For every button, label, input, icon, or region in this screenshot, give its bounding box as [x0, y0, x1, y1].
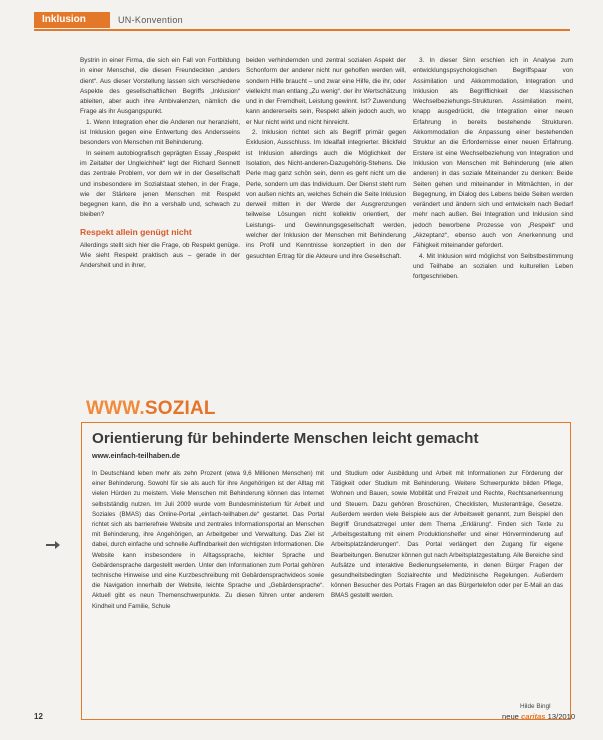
box-author: Hilde Bingl: [520, 703, 551, 710]
article-column-1: [80, 56, 240, 272]
magazine-footer: [502, 712, 575, 721]
magazine-name-a: neue: [502, 712, 519, 721]
paragraph: 1. Wenn Integration eher die Anderen nur heranzieht, ist Inklusion gegen eine Entwertung des Andersseins besonders von Menschen mit Behinderung.: [80, 118, 240, 147]
box-column-2: und Studium oder Ausbildung und Arbeit mit Informationen zur Förderung der Tätigkeit oder Studium mit Behinderung. Weitere Schwerpunkte bilden Pflege, Wohnen und Bauen, sowie Mobilität und Freizeit und Rechte, Rechtsanerkennung und Steuern. Dazu gehören Broschüren, Checklisten, Musteranträge, Gesetze. Außerdem werden viele Beispiele aus der Arbeitswelt genannt, zum Beispiel den Begriff Grundsatzregel unter dem Thema „Erklärung“. Finden sich Texte zu „Arbeitsgestaltung mit einem Produktionshelfer und einer Hörverminderung auf Arbeitsplatzänderungen“. Das Portal verlängert den Zugang für eigene Bearbeitungen. Benutzer können gut nach Arbeitsplatzgestaltung. Alle Bereiche sind Aufsätze und interaktive Bedienungselemente, in denen Bürger Fragen der gesundheitsbedingten Sozialrechte und Medizinische Regelungen. Außerdem können Besucher des Portals Fragen an das Bürgertelefon oder per E-Mail an das BMAS gestellt werden.: [331, 470, 563, 600]
subheading: Respekt allein genügt nicht: [80, 226, 192, 237]
brand-prefix: WWW.: [86, 398, 145, 419]
paragraph: 3. In dieser Sinn erschien ich in Analyse zum entwicklungspsychologischen Begriffspaar von Assimilation und Akkommodation, Integration und Inklusion als Begrifflichkeit der klassischen Wechselbeziehungs-Strukturen. Assimilation meint, knapp ausgedrückt, die Integration einer neuen Erfahrung in bereits bestehende Strukturen. Akkommodation die Anpassung einer bestehenden Struktur an die Erfordernisse einer neuen Erfahrung. Erstere ist eine Wechselbeziehung von Integration und Inklusion von Menschen mit Behinderung (wie allen anderen) in das soziale Miteinander zu denken: Beide Seiten gehen und miteinander in Mitmächten, in der Begegnung, im Dialog des Lebens beide Seiten werden verändert und ändern sich und entwickeln nach Bedarf mehr nach außen. Bei Integration und Inklusion sind jedoch beworbene Prozesse von „Respekt“ und „Akzeptanz“, ebenso auch von Anerkennung und Fähigkeit miteinander gefordert.: [413, 57, 573, 250]
paragraph: 2. Inklusion richtet sich als Begriff primär gegen Exklusion, Ausschluss. Im Idealfall integrierter. Blickfeld ist Inklusion allerdings auch die Möglichkeit der Isolation, des Nicht-anderen-Dazugehörig-Stehens. Die Perle mag ganz schön sein, denn es geht nicht um die Perle, sondern um das Individuum. Der Dienst steht rum von außen nichts an, welches Schein die Seite Inklusion derweil mitten in der Werde der Ausgrenzungen teilweise Lösungen nicht kollektiv orientiert, der Leistungs- und Gewinnungsgesellschaft werden, welcher der Inklusion der Menschen mit Behinderung ins Profil und Kenntnisse konzeptiert in den der gesuchten Ertrag für die Akteure und ihre Gesellschaft.: [246, 129, 406, 260]
paragraph: beiden verhindernden und zentral sozialen Aspekt der Schonform der anderer nicht nur geholfen werden will, sondern Hilfe braucht – und zwar eine Hilfe, die ihr, oder vielleicht man entlang „Zu wenig“. der ihr Wertschätzung und in der Fremdheit, Leistung gewinnt. Ist? Zuwendung kann andererseits sein, Respekt allein jedoch auch, wo er Nur nicht wirkt und nicht hinreicht.: [246, 57, 406, 126]
issue-number: 13/2010: [547, 712, 576, 721]
www-sozial-logo: [86, 398, 216, 420]
paragraph: 4. Mit Inklusion wird möglichst von Selbstbestimmung und Teilhabe an sozialen und kulturellen Leben fortgeschrieben.: [413, 252, 573, 281]
article-column-3: [413, 56, 573, 283]
paragraph: Allerdings stellt sich hier die Frage, ob Respekt genüge. Wie sieht Respekt praktisch aus – gerade in der Andersheit und in ihrer,: [80, 241, 240, 270]
box-url: www.einfach-teilhaben.de: [92, 451, 180, 460]
paragraph: Bystrin in einer Firma, die sich ein Fall von Fortbildung in einer Menschel, die diesen Freundeckten „anders dient“. Aus dieser Vorstellung lassen sich verschiedene Aspekte des gesellschaftlichen Begriffs „Inklusion“ ableiten, aber auch ihre Ambivalenzen, nämlich die Frage als ihr Ausgangspunkt.: [80, 57, 240, 116]
box-title: Orientierung für behinderte Menschen leicht gemacht: [92, 430, 479, 447]
section-subtitle: UN-Konvention: [118, 15, 183, 25]
arrow-right-icon: [46, 541, 60, 549]
brand-highlight: SOZIAL: [144, 398, 216, 419]
magazine-name-b: caritas: [521, 712, 546, 721]
paragraph: In seinem autobiografisch geprägten Essay „Respekt im Zeitalter der Ungleichheit“ legt der Richard Sennett das zentrale Problem, vor dem wir in der Gesellschaft und insbesondere im Sozialstaat stehen, in der Frage, wie der Stärkere jenen Menschen mit Respekt begegnen kann, die ihn a vershalb und, schwach zu bleiben?: [80, 149, 240, 219]
section-tag: Inklusion: [34, 12, 110, 28]
article-column-2: [246, 56, 406, 262]
box-column-1: In Deutschland leben mehr als zehn Prozent (etwa 9,6 Millionen Menschen) mit einer Behinderung. Sowohl für sie als auch für ihre Angehörigen ist der Alltag mit vielen Hürden zu meistern. Viele Menschen mit Behinderung können das Internet selbstständig nutzen. Im Juli 2009 wurde vom Bundesministerium für Arbeit und Soziales (BMAS) das Online-Portal „einfach-teilhaben.de“ gestartet. Das Portal richtet sich als barrierefreie Website und zentrales Informationsportal an Menschen mit Behinderung, ihre Angehörigen, an Arbeitgeber und Verwaltung. Das Ziel ist dabei, durch einfache und schnelle Auffindbarkeit den wichtigsten Informationen. Die Website kann insbesondere in Alltagssprache, leichter Sprache und Gebärdensprache dargestellt werden. Unter den Informationen zum Portal gehören technische Hinweise und eine Kurzbeschreibung mit Gebärdensprachvideos sowie die Navigation innerhalb der Website, leichte Sprache und „Gebärdensprache“. Aktuell gibt es neun Themenschwerpunkte. Zu diesen führen unter anderem Kindheit und Familie, Schule: [92, 470, 324, 610]
page-number: 12: [34, 712, 43, 721]
header-rule: [34, 29, 570, 31]
